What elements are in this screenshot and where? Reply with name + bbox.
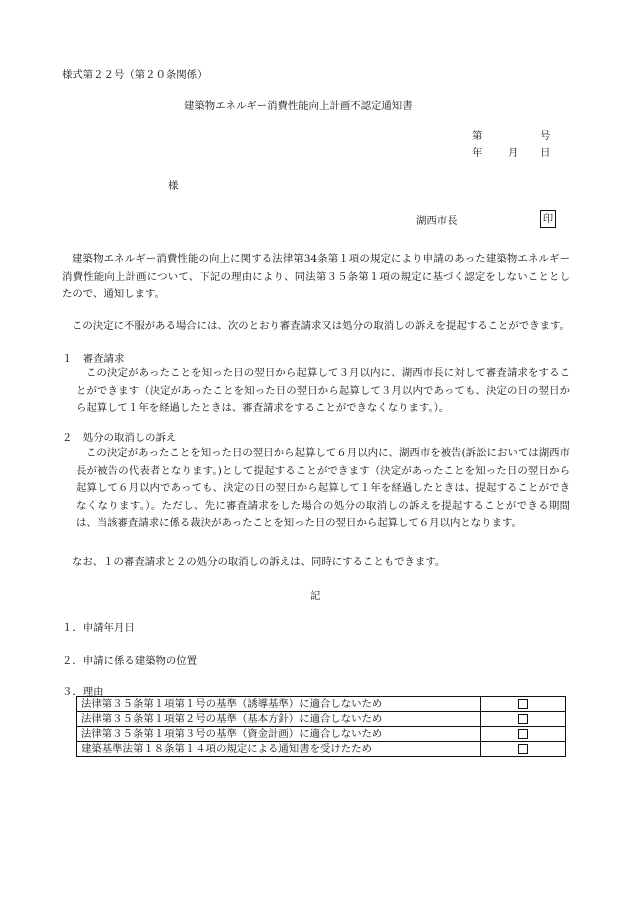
checkbox-icon[interactable] xyxy=(518,714,528,724)
appeal-heading-1: １ 審査請求 xyxy=(62,353,125,365)
table-row xyxy=(77,742,566,757)
date-nen: 年 xyxy=(472,147,483,159)
reason-text: 建築基準法第１８条第１４項の規定による通知書を受けたため xyxy=(77,742,481,757)
section-reason: ３．理由 xyxy=(62,686,104,698)
table-row xyxy=(77,712,566,727)
appeal-text-1: この決定があったことを知った日の翌日から起算して３月以内に、湖西市長に対して審査請求をすることができます（決定があったことを知った日の翌日から起算して３月以内であっても、決定の日の翌日から起算して１年を経過したときは、審査請求をすることができなくなります。）。 xyxy=(76,367,570,414)
doc-number-go: 号 xyxy=(540,130,551,142)
checkbox-icon[interactable] xyxy=(518,744,528,754)
date-tsuki: 月 xyxy=(508,147,519,159)
reason-checkbox[interactable] xyxy=(481,727,566,742)
reason-checkbox[interactable] xyxy=(481,742,566,757)
addressee-suffix: 様 xyxy=(168,180,179,192)
reasons-table xyxy=(76,696,566,757)
appeal-text-2: この決定があったことを知った日の翌日から起算して６月以内に、湖西市を被告(訴訟においては湖西市長が被告の代表者となります。)として提起することができます（決定があったことを知った日の翌日から起算して６月以内であっても、決定の日の翌日から起算して１年を経過したときは、提起することができなくなります。）。ただし、先に審査請求をした場合の処分の取消しの訴えを提起することができる期間は、当該審査請求に係る裁決があったことを知った日の翌日から起算して６月以内となります。 xyxy=(76,447,570,529)
reason-text: 法律第３５条第１項第１号の基準（誘導基準）に適合しないため xyxy=(77,697,481,712)
reason-checkbox[interactable] xyxy=(481,697,566,712)
reason-text: 法律第３５条第１項第２号の基準（基本方針）に適合しないため xyxy=(77,712,481,727)
checkbox-icon[interactable] xyxy=(518,729,528,739)
seal-mark: 印 xyxy=(540,210,556,228)
section-building-location: ２．申請に係る建築物の位置 xyxy=(62,655,198,667)
table-row xyxy=(77,697,566,712)
ki-heading: 記 xyxy=(310,590,321,602)
doc-number-dai: 第 xyxy=(472,130,483,142)
section-application-date: １．申請年月日 xyxy=(62,622,135,634)
body-paragraph: 建築物エネルギー消費性能の向上に関する法律第34条第１項の規定により申請のあった建築物エネルギー消費性能向上計画について、下記の理由により、同法第３５条第１項の規定に基づく認定をしないこととしたので、通知します。 xyxy=(62,253,570,300)
appeal-heading-2: ２ 処分の取消しの訴え xyxy=(62,432,177,444)
date-hi: 日 xyxy=(540,147,551,159)
reason-text: 法律第３５条第１項第３号の基準（資金計画）に適合しないため xyxy=(77,727,481,742)
form-number: 様式第２２号（第２０条関係） xyxy=(62,69,208,81)
simultaneous-note: なお、１の審査請求と２の処分の取消しの訴えは、同時にすることもできます。 xyxy=(72,556,446,568)
issuer-name: 湖西市長 xyxy=(416,215,458,227)
reason-checkbox[interactable] xyxy=(481,712,566,727)
document-title: 建築物エネルギー消費性能向上計画不認定通知書 xyxy=(184,100,413,112)
checkbox-icon[interactable] xyxy=(518,699,528,709)
table-row xyxy=(77,727,566,742)
appeal-intro: この決定に不服がある場合には、次のとおり審査請求又は処分の取消しの訴えを提起することができます。 xyxy=(72,320,570,332)
